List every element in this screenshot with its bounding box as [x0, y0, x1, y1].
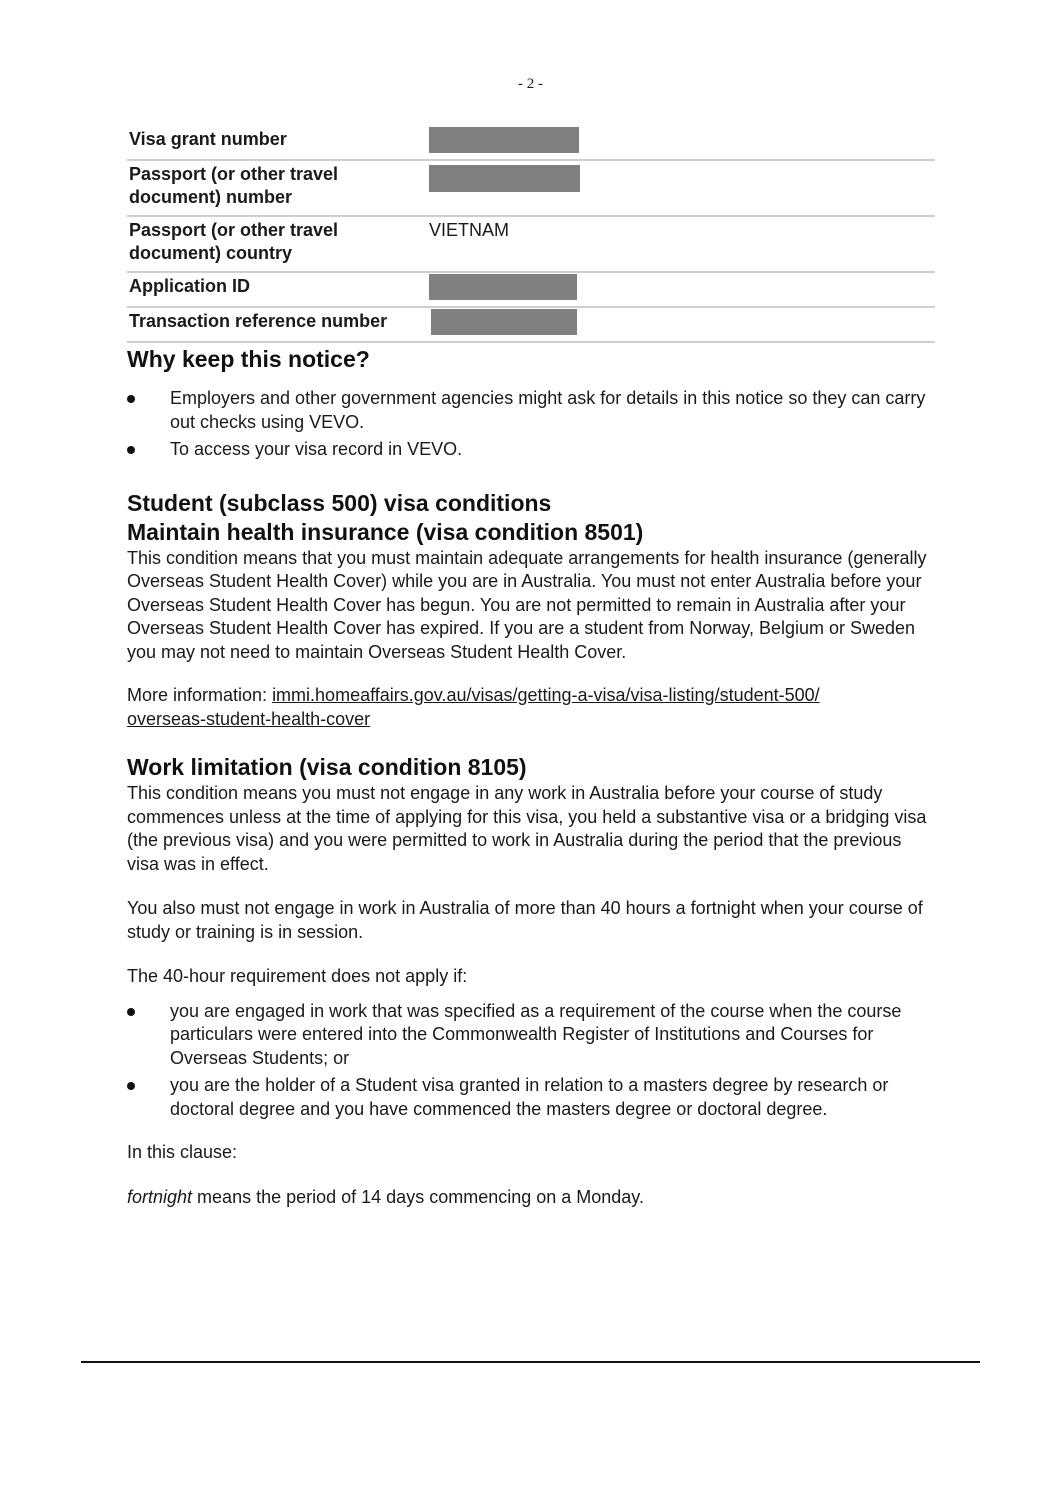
- why-keep-list: [127, 387, 927, 462]
- footer-divider: [81, 1361, 980, 1363]
- clause-intro: In this clause:: [127, 1142, 238, 1162]
- list-item: you are the holder of a Student visa granted in relation to a masters degree by research or doctoral degree and you have commenced the masters degree or doctoral degree.: [127, 1074, 927, 1121]
- table-row: [127, 272, 935, 307]
- work-limitation-heading: Work limitation (visa condition 8105): [127, 754, 527, 780]
- more-information: [127, 684, 927, 731]
- redacted-value: [429, 127, 579, 153]
- application-id-label: Application ID: [127, 272, 429, 307]
- oshc-link-part-2[interactable]: overseas-student-health-cover: [127, 708, 371, 729]
- transaction-reference-label: Transaction reference number: [127, 307, 429, 342]
- table-row: [127, 126, 935, 160]
- list-item: you are engaged in work that was specified as a requirement of the course when the course particulars were entered into the Commonwealth Register of Institutions and Courses for Overseas Students; or: [127, 1000, 927, 1071]
- list-item: Employers and other government agencies might ask for details in this notice so they can carry out checks using VEVO.: [127, 387, 927, 434]
- work-limitation-para-3: The 40-hour requirement does not apply if:: [127, 966, 468, 986]
- table-row: [127, 307, 935, 342]
- redacted-value: [429, 165, 580, 192]
- fortnight-definition: [127, 1186, 927, 1210]
- definition-text: means the period of 14 days commencing on a Monday.: [192, 1186, 644, 1207]
- table-row: [127, 216, 935, 272]
- notice-content: [127, 345, 927, 1209]
- work-exceptions-list: [127, 1000, 927, 1122]
- table-row: [127, 160, 935, 216]
- more-information-label: More information:: [127, 685, 273, 705]
- health-insurance-heading: Maintain health insurance (visa condition 8501): [127, 518, 644, 545]
- visa-details-table: [127, 126, 935, 343]
- oshc-link-part-1[interactable]: immi.homeaffairs.gov.au/visas/getting-a-visa/visa-listing/student-500/: [272, 685, 820, 705]
- redacted-value: [429, 274, 577, 300]
- why-keep-heading: Why keep this notice?: [127, 346, 370, 372]
- page-number: - 2 -: [518, 76, 543, 92]
- passport-number-label: Passport (or other travel document) number: [127, 160, 429, 216]
- work-limitation-para-2: You also must not engage in work in Australia of more than 40 hours a fortnight when your course of study or training is in session.: [127, 898, 923, 942]
- definition-term: fortnight: [127, 1186, 193, 1207]
- redacted-value: [431, 309, 577, 335]
- conditions-heading: Student (subclass 500) visa conditions: [127, 489, 552, 516]
- passport-country-label: Passport (or other travel document) country: [127, 216, 429, 272]
- work-limitation-para-1: This condition means you must not engage in any work in Australia before your course of study commences unless at the time of applying for this visa, you held a substantive visa or a bridging visa (the previous visa) and you were permitted to work in Australia during the period that the previous visa was in effect.: [127, 783, 927, 874]
- list-item: To access your visa record in VEVO.: [127, 438, 927, 462]
- visa-grant-number-label: Visa grant number: [127, 126, 429, 160]
- health-insurance-body: This condition means that you must maintain adequate arrangements for health insurance (generally Overseas Student Health Cover) while you are in Australia. You must not enter Australia before your Overseas Student Health Cover has begun. You are not permitted to remain in Australia after your Overseas Student Health Cover has expired. If you are a student from Norway, Belgium or Sweden you may not need to maintain Overseas Student Health Cover.: [127, 547, 927, 662]
- passport-country-value: VIETNAM: [429, 220, 510, 240]
